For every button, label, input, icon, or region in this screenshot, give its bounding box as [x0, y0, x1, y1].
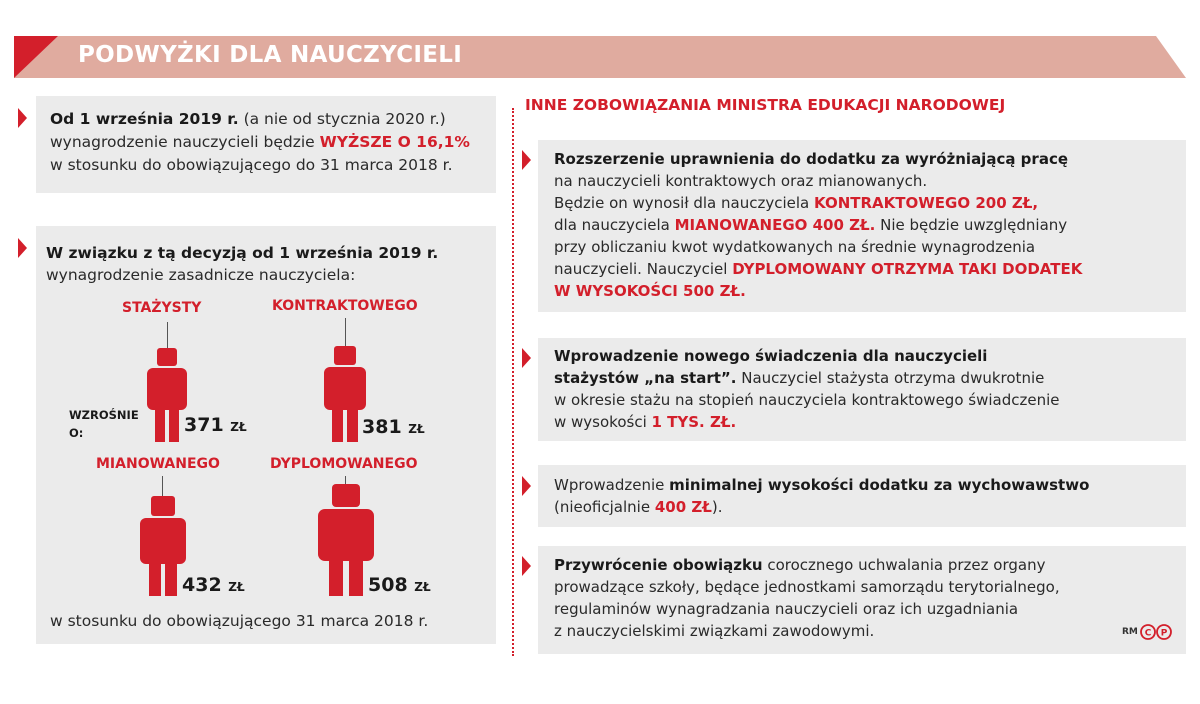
commitment-box — [538, 140, 1186, 312]
increase-label-line2: O: — [69, 426, 84, 440]
group-amount — [362, 416, 425, 438]
text-line: ). — [711, 498, 723, 516]
intro-note: (a nie od stycznia 2020 r.) — [238, 110, 446, 128]
bullet-arrow-icon — [522, 150, 531, 170]
commitment-heading: minimalnej wysokości dodatku za wychowawstwo — [669, 476, 1090, 494]
amount-value: 432 — [182, 574, 222, 596]
text-line: na nauczycieli kontraktowych oraz mianowanych. — [554, 172, 928, 190]
text-line: przy obliczaniu kwot wydatkowanych na średnie wynagrodzenia — [554, 238, 1036, 256]
commitment-heading: Wprowadzenie nowego świadczenia dla nauczycieli — [554, 347, 988, 365]
highlight-amount: W WYSOKOŚCI 500 ZŁ. — [554, 282, 746, 300]
raise-subheading: wynagrodzenie zasadnicze nauczyciela: — [46, 266, 356, 284]
group-name: KONTRAKTOWEGO — [272, 298, 418, 314]
group-amount — [368, 574, 431, 596]
commitment-box — [538, 338, 1186, 441]
publisher-logo-icon — [1140, 624, 1174, 640]
text-line: (nieoficjalnie — [554, 498, 655, 516]
text-line: Nie będzie uwzględniany — [875, 216, 1068, 234]
group-name: DYPLOMOWANEGO — [270, 456, 418, 472]
text-line: prowadzące szkoły, będące jednostkami samorządu terytorialnego, — [554, 578, 1060, 596]
text-line: Będzie on wynosił dla nauczyciela — [554, 194, 814, 212]
person-icon — [140, 496, 186, 596]
group-amount — [182, 574, 245, 596]
bullet-arrow-icon — [522, 476, 531, 496]
amount-unit: ZŁ — [414, 580, 431, 594]
author-initials: RM — [1122, 627, 1138, 637]
highlight-amount: KONTRAKTOWEGO 200 ZŁ, — [814, 194, 1039, 212]
connector-line — [167, 322, 168, 350]
bullet-arrow-icon — [18, 108, 27, 128]
svg-text:P: P — [1160, 628, 1168, 639]
intro-date: Od 1 września 2019 r. — [50, 110, 239, 128]
highlight-amount: 400 ZŁ — [654, 498, 712, 516]
commitment-heading: Przywrócenie obowiązku — [554, 556, 763, 574]
commitment-box — [538, 546, 1186, 654]
intro-box — [36, 96, 496, 193]
amount-unit: ZŁ — [408, 422, 425, 436]
highlight-amount: DYPLOMOWANY OTRZYMA TAKI DODATEK — [732, 260, 1083, 278]
text-line: Nauczyciel stażysta otrzyma dwukrotnie — [736, 369, 1045, 387]
connector-line — [345, 318, 346, 346]
column-divider — [512, 108, 514, 656]
text-line: corocznego uchwalania przez organy — [762, 556, 1046, 574]
amount-value: 371 — [184, 414, 224, 436]
intro-line3: w stosunku do obowiązującego do 31 marca 2018 r. — [50, 156, 453, 174]
header-banner — [14, 36, 1186, 78]
raise-box — [36, 226, 496, 644]
amount-unit: ZŁ — [228, 580, 245, 594]
increase-label-line1: WZROŚNIE — [69, 408, 139, 422]
group-name: MIANOWANEGO — [96, 456, 220, 472]
highlight-amount: 1 TYS. ZŁ. — [651, 413, 737, 431]
connector-line — [162, 476, 163, 498]
group-name: STAŻYSTY — [122, 300, 202, 316]
raise-heading: W związku z tą decyzją od 1 września 2019 r. — [46, 244, 439, 262]
text-line: w wysokości — [554, 413, 652, 431]
amount-value: 508 — [368, 574, 408, 596]
raise-footer: w stosunku do obowiązującego 31 marca 2018 r. — [50, 612, 429, 630]
text-line: z nauczycielskimi związkami zawodowymi. — [554, 622, 875, 640]
bullet-arrow-icon — [18, 238, 27, 258]
commitment-heading: Rozszerzenie uprawnienia do dodatku za wyróżniającą pracę — [554, 150, 1069, 168]
text-line: w okresie stażu na stopień nauczyciela kontraktowego świadczenie — [554, 391, 1060, 409]
svg-text:C: C — [1144, 628, 1152, 639]
highlight-amount: MIANOWANEGO 400 ZŁ. — [674, 216, 876, 234]
text-line: Wprowadzenie — [554, 476, 670, 494]
group-amount — [184, 414, 247, 436]
text-line: dla nauczyciela — [554, 216, 675, 234]
person-icon — [318, 484, 374, 596]
person-icon — [324, 346, 366, 442]
text-line: nauczycieli. Nauczyciel — [554, 260, 733, 278]
text-line: regulaminów wynagradzania nauczycieli oraz ich uzgadniania — [554, 600, 1019, 618]
commitment-box — [538, 465, 1186, 527]
commitment-heading: stażystów „na start”. — [554, 369, 737, 387]
amount-value: 381 — [362, 416, 402, 438]
increase-label — [69, 406, 139, 442]
bullet-arrow-icon — [522, 556, 531, 576]
bullet-arrow-icon — [522, 348, 531, 368]
intro-increase: WYŻSZE O 16,1% — [319, 133, 470, 151]
page-title: PODWYŻKI DLA NAUCZYCIELI — [78, 42, 463, 68]
intro-line2: wynagrodzenie nauczycieli będzie — [50, 133, 320, 151]
section-title: INNE ZOBOWIĄZANIA MINISTRA EDUKACJI NARODOWEJ — [525, 96, 1006, 114]
person-icon — [147, 348, 187, 442]
amount-unit: ZŁ — [230, 420, 247, 434]
